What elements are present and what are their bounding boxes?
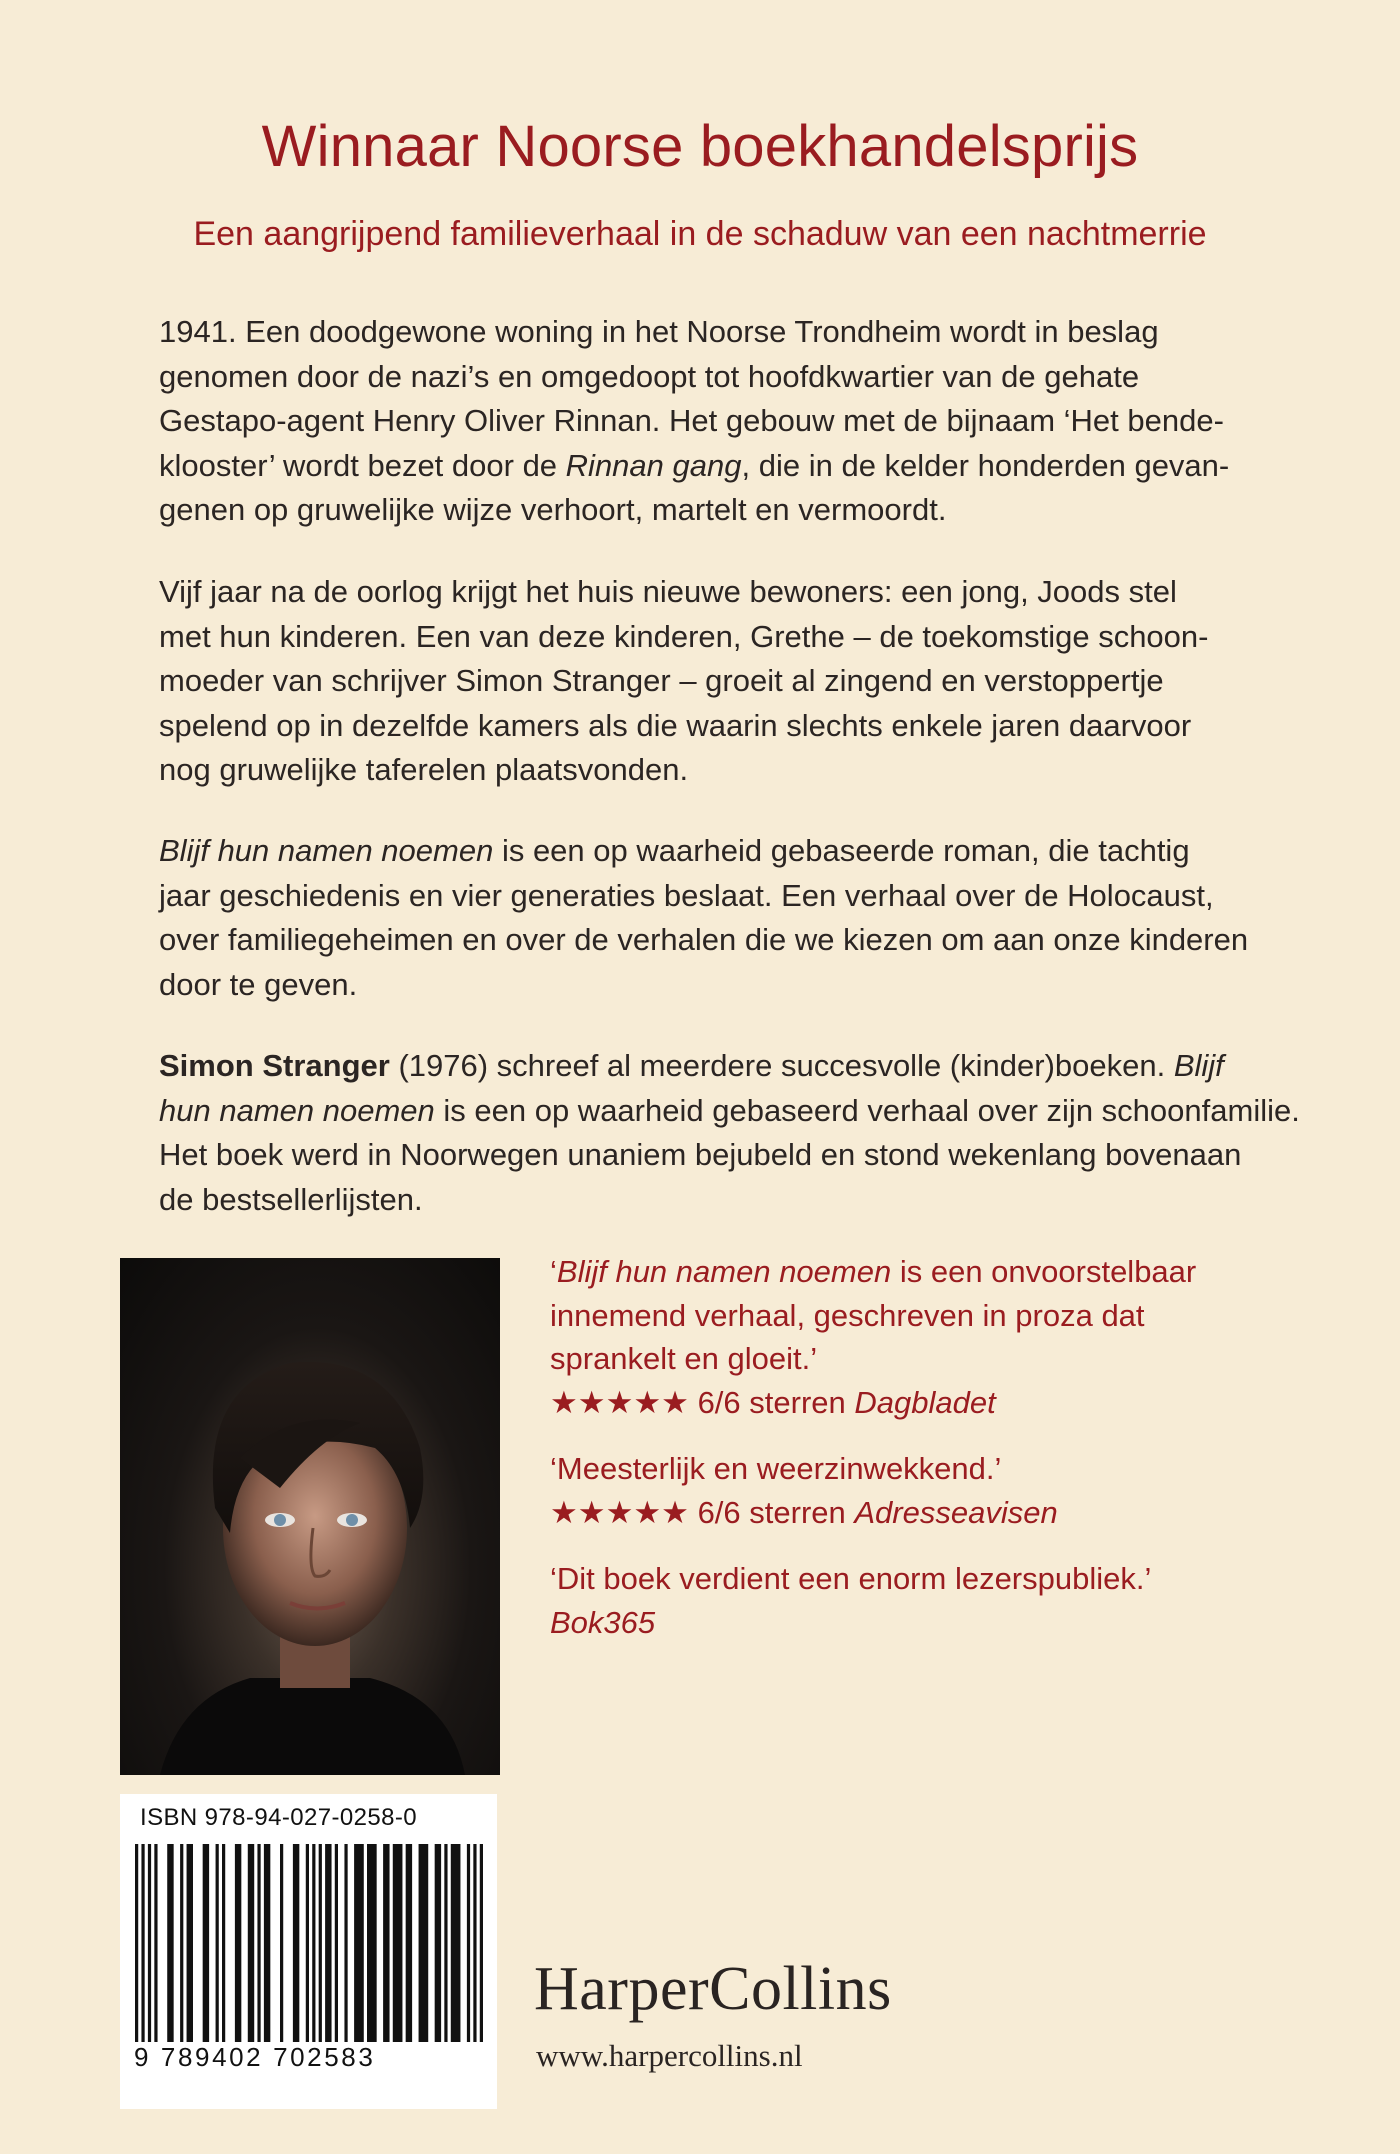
rating-line (550, 1381, 1310, 1425)
barcode-bar (148, 1844, 151, 2042)
synopsis-paragraph-2 (159, 570, 1309, 793)
text-segment: (1976) schreef al meerdere succesvolle (kinder)boeken. (389, 1048, 1174, 1083)
review-quote (550, 1557, 1310, 1644)
barcode-bar (235, 1844, 241, 2042)
award-headline: Winnaar Noorse boekhandelsprijs (261, 114, 1139, 179)
review-quote (550, 1447, 1310, 1534)
review-source: Dagbladet (854, 1384, 996, 1420)
author-photo (120, 1258, 500, 1775)
text-line: over familiegeheimen en over de verhalen die we kiezen om aan onze kinderen (159, 922, 1249, 958)
barcode-bar (473, 1844, 476, 2042)
book-title: hun namen noemen (159, 1092, 435, 1128)
text-line (159, 829, 1309, 874)
barcode-bar (467, 1844, 470, 2042)
barcode-bar (187, 1844, 193, 2042)
barcode-bar (264, 1844, 270, 2042)
isbn-label: ISBN 978-94-027-0258-0 (140, 1804, 417, 1831)
publisher-website[interactable]: www.harpercollins.nl (536, 2038, 803, 2073)
text-segment: is een onvoorstelbaar (891, 1254, 1197, 1289)
review-quotes (550, 1250, 1310, 1667)
text-line (159, 444, 1309, 489)
barcode-bar (203, 1844, 209, 2042)
barcode-bar (406, 1844, 412, 2042)
barcode-bar (367, 1844, 377, 2042)
text-segment: is een op waarheid gebaseerd verhaal over zijn schoonfamilie. (434, 1092, 1300, 1128)
book-title: Blijf hun namen noemen (556, 1254, 892, 1289)
text-line: genen op gruwelijke wijze verhoort, martelt en vermoordt. (159, 492, 947, 528)
review-quote (550, 1250, 1310, 1424)
barcode-bar (135, 1844, 138, 2042)
tagline: Een aangrijpend familieverhaal in de schaduw van een nachtmerrie (193, 215, 1207, 253)
barcode-digits: 9 789402 702583 (134, 2042, 376, 2072)
text-line: 1941. Een doodgewone woning in het Noorse Trondheim wordt in beslag (159, 314, 1159, 349)
barcode-bar (154, 1844, 157, 2042)
text-line: de bestsellerlijsten. (159, 1181, 423, 1217)
rating-line (550, 1491, 1310, 1535)
barcode-bar (167, 1844, 173, 2042)
text-line: spelend op in dezelfde kamers als die waarin slechts enkele jaren daarvoor (159, 707, 1192, 743)
review-source: Adresseavisen (854, 1494, 1058, 1530)
text-line: Gestapo-agent Henry Oliver Rinnan. Het gebouw met de bijnaam ‘Het bende- (159, 403, 1224, 439)
text-line: innemend verhaal, geschreven in proza dat (550, 1297, 1145, 1333)
author-bio (159, 1044, 1309, 1222)
barcode-bar (222, 1844, 225, 2042)
barcode-bar (306, 1844, 309, 2042)
text-line: Vijf jaar na de oorlog krijgt het huis nieuwe bewoners: een jong, Joods stel (159, 574, 1177, 609)
barcode-bar (319, 1844, 322, 2042)
author-name: Simon Stranger (159, 1048, 390, 1083)
barcode-bar (293, 1844, 299, 2042)
barcode-bar (444, 1844, 447, 2042)
barcode-bar (451, 1844, 461, 2042)
text-line (159, 1089, 1309, 1134)
text-line: genomen door de nazi’s en omgedoopt tot hoofdkwartier van de gehate (159, 358, 1140, 394)
star-rating: ★★★★★ 6/6 sterren (550, 1384, 855, 1420)
barcode-bar (335, 1844, 338, 2042)
synopsis-paragraph-3 (159, 829, 1309, 1007)
gang-name: Rinnan gang (565, 447, 742, 483)
barcode-bar (141, 1844, 144, 2042)
barcode-bar (325, 1844, 331, 2042)
text-line: door te geven. (159, 966, 358, 1002)
publisher-logo: HarperCollins (534, 1955, 892, 2023)
book-title: Blijf hun namen noemen (159, 833, 494, 868)
isbn-barcode (120, 1794, 497, 2109)
barcode-bar (180, 1844, 183, 2042)
review-source: Bok365 (550, 1604, 656, 1640)
book-title: Blijf (1173, 1048, 1224, 1083)
synopsis-paragraph-1 (159, 310, 1309, 533)
star-rating: ★★★★★ 6/6 sterren (550, 1494, 855, 1530)
open-quote: ‘ (550, 1254, 557, 1289)
text-line (159, 1044, 1309, 1089)
text-line: nog gruwelijke taferelen plaatsvonden. (159, 752, 689, 788)
text-line: ‘Meesterlijk en weerzinwekkend.’ (550, 1451, 1002, 1486)
barcode-bar (419, 1844, 429, 2042)
barcode-bar (435, 1844, 441, 2042)
barcode-bar (383, 1844, 389, 2042)
text-line: met hun kinderen. Een van deze kinderen, Grethe – de toekomstige schoon- (159, 618, 1209, 654)
text-segment: klooster’ wordt bezet door de (159, 447, 566, 483)
text-segment: is een op waarheid gebaseerde roman, die tachtig (493, 833, 1190, 868)
barcode-bar (280, 1844, 283, 2042)
text-line: Het boek werd in Noorwegen unaniem bejubeld en stond wekenlang bovenaan (159, 1137, 1242, 1173)
text-line (550, 1250, 1310, 1294)
barcode-bar (216, 1844, 219, 2042)
barcode-bar (248, 1844, 254, 2042)
text-segment: , die in de kelder honderden gevan- (741, 447, 1230, 483)
barcode-bar (480, 1844, 483, 2042)
text-line: moeder van schrijver Simon Stranger – groeit al zingend en verstoppertje (159, 663, 1164, 699)
barcode-bar (344, 1844, 347, 2042)
text-line: jaar geschiedenis en vier generaties beslaat. Een verhaal over de Holocaust, (159, 877, 1214, 913)
text-line: ‘Dit boek verdient een enorm lezerspubliek.’ (550, 1561, 1152, 1596)
author-portrait-illustration (120, 1258, 500, 1775)
text-line: sprankelt en gloeit.’ (550, 1341, 818, 1376)
barcode-bars (134, 1844, 484, 2042)
barcode-bar (393, 1844, 403, 2042)
barcode-bar (257, 1844, 260, 2042)
barcode-bar (312, 1844, 315, 2042)
barcode-bar (354, 1844, 364, 2042)
